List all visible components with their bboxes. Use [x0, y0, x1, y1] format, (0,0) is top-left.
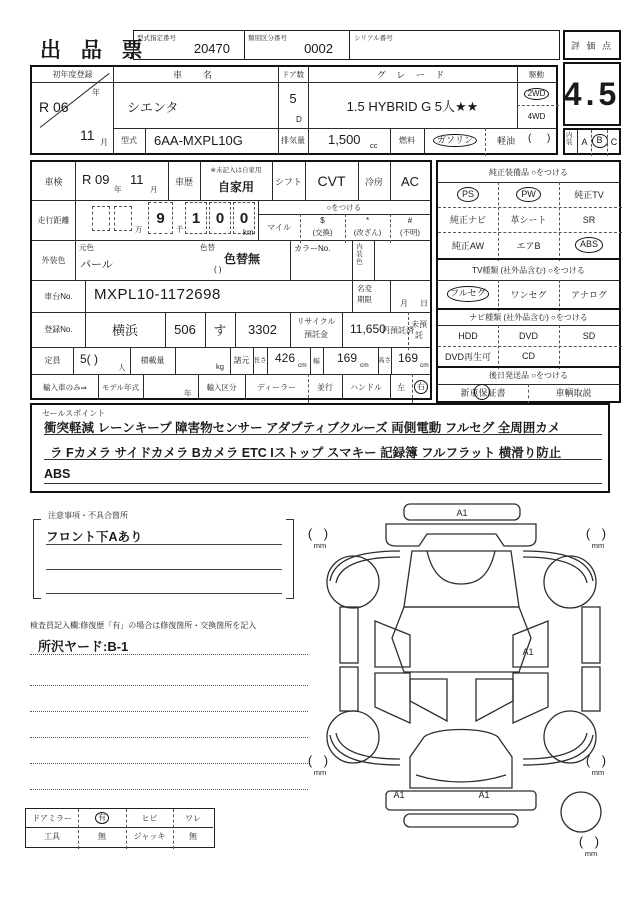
ship-warranty [438, 384, 528, 401]
recycle-label1: リサイクル [296, 317, 336, 326]
equip-aw: 純正AW [451, 240, 485, 251]
drive-header: 駆動 [529, 70, 544, 79]
interior-grade-c: C [610, 136, 618, 147]
navi-sd: SD [582, 330, 596, 341]
model-value: 6AA-MXPL10G [154, 133, 243, 148]
sales-points-box [30, 403, 610, 493]
acc-crack-hibi: ヒビ [141, 813, 158, 823]
left-rear-door [375, 673, 410, 723]
mm-bracket-right-bottom [579, 753, 617, 777]
acc-mirror-present-circled: 有 [95, 812, 109, 824]
grid-line [145, 128, 146, 153]
inspector-line [30, 775, 308, 790]
mileage-digit: 0 [233, 202, 255, 234]
first-reg-header: 初年度登録 [52, 70, 93, 79]
grid-line [75, 200, 76, 240]
grid-line [32, 280, 430, 281]
right-rear-door [513, 673, 548, 723]
name-change-month: 月 [400, 299, 408, 308]
recycle-paid: 円預託済 [382, 326, 414, 335]
car-name-value: シエンタ [127, 100, 179, 115]
tv-analog: アナログ [570, 289, 607, 300]
tv-type-title: TV種類 (社外品含む) ○をつける [472, 265, 585, 275]
mm-unit: mm [591, 541, 605, 550]
grid-line [342, 312, 343, 347]
orig-color-value: パール [80, 259, 113, 271]
grid-line [352, 280, 353, 312]
notes-bracket-left [33, 519, 41, 599]
reg-kana: す [213, 323, 227, 338]
shaken-year: R 09 [82, 172, 110, 187]
interior-grade-b-circled: B [592, 134, 608, 147]
class-code-box [245, 30, 350, 60]
grid-line [175, 347, 176, 374]
model-year-unit: 年 [184, 389, 192, 398]
tv-fullseg-circled: フルセグ [447, 286, 489, 301]
right-front-fender [523, 551, 593, 581]
class-code-value: 0002 [304, 41, 333, 56]
name-change-label2: 期限 [357, 295, 372, 304]
bracket-mark: ( ) [578, 834, 604, 849]
chassis-value: MXPL10-1172698 [94, 286, 221, 303]
color-no-label: カラーNo. [294, 244, 331, 253]
grid-line [424, 128, 425, 153]
equip-abs-circled: ABS [575, 237, 603, 252]
mileage-mile: マイル [267, 222, 291, 232]
acc-jack: ジャッキ [133, 832, 166, 841]
history-label: 車歴 [174, 176, 193, 187]
equip-airbag: エアB [516, 240, 541, 251]
recycle-label2: 預託金 [304, 330, 328, 339]
mm-unit: mm [313, 768, 327, 777]
displacement-unit: cc [370, 141, 378, 150]
acc-jack-none: 無 [189, 832, 197, 841]
fuel-label: 燃料 [399, 136, 415, 145]
eval-score-value: 4.5 [563, 62, 621, 126]
mm-bracket-left-top [301, 526, 339, 550]
rear-panel [386, 791, 536, 810]
bracket-mark: ( ) [307, 753, 333, 768]
drive-4wd: 4WD [527, 112, 546, 121]
import-dealer: ディーラー [256, 382, 297, 392]
navi-cd: CD [522, 351, 535, 361]
mileage-star-note: (改ざん) [353, 227, 382, 237]
import-only-label: 輸入車のみ⇒ [43, 382, 87, 392]
car-name-header: 車 名 [172, 70, 218, 80]
navi-blank [559, 346, 619, 366]
doors-header: ドア数 [281, 70, 305, 79]
left-front-door-sill [340, 607, 358, 663]
length-unit: cm [298, 362, 307, 369]
interior-grade-box [563, 128, 621, 155]
grid-line [143, 374, 144, 400]
capacity-value: 5( ) [80, 352, 98, 366]
damage-mark-a1-right: A1 [522, 647, 534, 657]
mm-unit: mm [313, 541, 327, 550]
grade-value: 1.5 HYBRID G 5人★★ [346, 98, 479, 114]
mm-bracket-right-top [579, 526, 617, 550]
dim-label: 諸元 [233, 356, 250, 365]
shaken-label: 車検 [44, 176, 63, 187]
inspector-label: 検査員記入欄:修復歴「有」の場合は修復箇所・交換箇所を記入 [30, 621, 257, 630]
front-panel [386, 524, 536, 546]
mileage-label: 走行距離 [37, 215, 70, 225]
inspector-line [30, 749, 308, 764]
shift-label: シフト [274, 176, 302, 187]
model-designation-value: 20470 [193, 41, 230, 56]
rear-bumper [404, 814, 518, 827]
grid-line [352, 240, 353, 280]
width-unit: cm [360, 362, 369, 369]
first-reg-month-unit: 月 [100, 138, 108, 147]
mileage-man-unit: 万 [135, 225, 143, 234]
hood [404, 551, 519, 607]
serial-box [350, 30, 560, 60]
model-designation-label: 型式指定番号 [137, 35, 176, 42]
equip-pw-circled: PW [516, 187, 541, 202]
load-label: 積載量 [140, 356, 165, 365]
grid-line [390, 280, 391, 312]
fuel-paren-open: ( [528, 133, 532, 144]
first-reg-year-unit: 年 [92, 88, 100, 97]
notes-line-2 [46, 552, 282, 570]
sales-line-1: 衝突軽減 レーンキープ 障害物センサー アダプティブクルーズ 両側電動 フルセグ 全周囲カメ [44, 418, 602, 435]
reg-class: 506 [174, 322, 196, 337]
doors-unit: D [296, 115, 302, 124]
doors-value: 5 [289, 90, 297, 106]
grid-line [290, 240, 291, 280]
handle-label: ハンドル [350, 382, 382, 392]
bracket-mark: ( ) [585, 526, 611, 541]
height-unit: cm [420, 362, 429, 369]
model-label: 型式 [121, 136, 137, 145]
ship-warranty-label: 新車保証書 [460, 388, 506, 398]
eval-score-header: 評 価 点 [563, 30, 621, 60]
mileage-digit: 1 [185, 202, 207, 234]
warranty-circle-mark [474, 384, 490, 400]
import-parallel: 並行 [317, 382, 333, 392]
mileage-km-unit: km [243, 228, 254, 237]
ext-color-label: 外装色 [41, 255, 66, 265]
notes-line-1: フロント下Aあり [46, 527, 282, 545]
equip-ps-circled: PS [457, 187, 479, 202]
model-year-label: モデル年式 [101, 382, 140, 392]
right-front-door-sill [582, 607, 600, 663]
right-rear-door-sill [582, 667, 600, 711]
acc-tools: 工具 [44, 832, 60, 841]
fuel-gasoline-circled: ガソリン [433, 134, 477, 147]
inspector-line [30, 640, 308, 655]
grid-line [391, 347, 392, 374]
capacity-label: 定員 [44, 356, 61, 365]
equip-navi: 純正ナビ [449, 215, 486, 225]
damage-mark-a1-rear-right: A1 [478, 790, 490, 800]
reg-area: 横浜 [111, 323, 138, 338]
grid-line [485, 128, 486, 156]
grid-line [75, 240, 76, 280]
interior-grade-a: A [581, 136, 588, 147]
grid-line [323, 347, 324, 374]
rear-glass-curve [416, 775, 506, 782]
left-rear-door-sill [340, 667, 358, 711]
grid-line [267, 347, 268, 374]
mileage-sen-unit: 千 [176, 225, 184, 234]
capacity-unit: 人 [118, 363, 126, 372]
int-color-label: 内装色 [355, 243, 362, 266]
history-value: 自家用 [217, 179, 254, 194]
name-change-label1: 名変 [357, 284, 372, 293]
width-value: 169 [337, 351, 358, 365]
damage-mark-a1-front: A1 [456, 508, 468, 518]
mm-bracket-left-bottom [301, 753, 339, 777]
shaken-year-unit: 年 [114, 185, 122, 194]
height-label: 高さ [378, 356, 391, 364]
rear-window-panel [410, 730, 512, 789]
first-reg-month: 11 [80, 127, 95, 143]
inspector-entry: 所沢ヤード:B-1 [38, 639, 129, 654]
navi-dvd: DVD [518, 330, 538, 341]
acc-tools-none: 無 [98, 832, 106, 841]
drive-2wd-circled: 2WD [524, 88, 550, 100]
sales-line-2: ラ Fカメラ サイドカメラ Bカメラ ETC Iストップ スマキー 記録簿 フルフラット 横滑り防止 [44, 443, 602, 460]
mileage-hash: # [407, 216, 413, 225]
acc-door-mirror: ドアミラー [32, 813, 72, 823]
notes-bracket-right [286, 519, 294, 599]
shift-value: CVT [317, 173, 346, 189]
grid-line [85, 280, 86, 312]
handle-left: 左 [397, 382, 405, 392]
mileage-star: * [365, 216, 370, 225]
reg-number: 3302 [248, 322, 277, 337]
spec-table [30, 65, 558, 155]
mileage-box-empty [92, 206, 110, 231]
notes-label: 注意事項・不具合箇所 [48, 511, 128, 520]
color-change-value: 色替無 [224, 252, 261, 266]
import-class-label: 輸入区分 [206, 382, 237, 392]
ship-manual: 車輌取説 [555, 388, 592, 398]
spare-tire [561, 792, 601, 832]
ac-label: 冷房 [364, 176, 383, 187]
left-front-fender [330, 551, 400, 581]
grid-line [75, 162, 76, 200]
fuel-diesel: 軽油 [496, 136, 515, 146]
grid-line [32, 240, 430, 241]
recycle-unpaid: 未預託 [411, 319, 427, 340]
damage-mark-a1-rear-left: A1 [393, 790, 405, 800]
load-unit: kg [216, 362, 224, 371]
grid-line [73, 347, 74, 374]
mm-bracket-spare [572, 834, 610, 858]
navi-hdd: HDD [458, 330, 478, 341]
mileage-box-empty [114, 206, 132, 231]
mileage-dollar: $ [320, 216, 325, 225]
ship-later-title: 後日発送品 ○をつける [488, 371, 569, 380]
bracket-mark: ( ) [307, 526, 333, 541]
roof [392, 607, 534, 672]
mileage-digit: 0 [209, 202, 231, 234]
chassis-label: 車台No. [44, 291, 73, 301]
mm-unit: mm [591, 768, 605, 777]
height-value: 169 [398, 351, 419, 365]
inspector-line [30, 697, 308, 712]
displacement-value: 1,500 [328, 132, 361, 147]
handle-right-circled: 右 [414, 380, 428, 394]
shaken-month-unit: 月 [150, 185, 158, 194]
model-designation-box [133, 30, 245, 60]
grade-header: グ レ ー ド [376, 70, 449, 80]
displacement-label: 排気量 [281, 136, 305, 145]
equipment-title: 純正装備品 ○をつける [488, 167, 569, 177]
serial-label: シリアル番号 [354, 35, 393, 42]
fuel-paren-close: ) [547, 133, 551, 144]
reg-no-label: 登録No. [44, 325, 73, 334]
mileage-thousand: 9 [148, 202, 173, 234]
left-front-door [375, 621, 410, 667]
mm-unit: mm [584, 849, 598, 858]
sales-line-3: ABS [44, 467, 602, 484]
history-note: ※未記入は自家用 [210, 166, 262, 174]
tv-oneseg: ワンセグ [510, 289, 547, 300]
orig-color-label: 元色 [79, 243, 94, 252]
mileage-hash-note: (不明) [400, 227, 420, 237]
acc-crack-ware: ワレ [185, 813, 201, 823]
windshield [427, 551, 495, 584]
left-quarter [410, 679, 447, 721]
color-change-label: 色替 [200, 243, 215, 252]
equipment-panel [436, 160, 621, 403]
sales-points-label: セールスポイント [42, 409, 106, 418]
notes-line-3 [46, 576, 282, 594]
right-quarter [476, 679, 513, 721]
right-front-door [513, 621, 548, 667]
navi-type-title: ナビ種類 (社外品含む) ○をつける [469, 312, 588, 322]
color-change-paren: ( ) [214, 265, 222, 274]
inspector-line [30, 671, 308, 686]
recycle-amount: 11,650 [350, 322, 386, 336]
inspector-line [30, 723, 308, 738]
length-value: 426 [275, 351, 296, 365]
navi-dvd-play: DVD再生可 [444, 351, 491, 362]
equip-leather: 革シート [510, 215, 547, 225]
interior-grade-label: 内装 [566, 132, 573, 147]
width-label: 幅 [313, 358, 320, 365]
class-code-label: 類別区分番号 [248, 35, 287, 42]
accessories-table [25, 808, 215, 848]
length-label: 長さ [253, 356, 267, 364]
name-change-day: 日 [420, 299, 428, 308]
ac-value: AC [400, 173, 420, 189]
page-title: 出 品 票 [40, 39, 150, 62]
detail-table [30, 160, 432, 400]
grid-line [374, 240, 375, 280]
first-reg-year: R 06 [39, 99, 69, 115]
mileage-dollar-note: (交換) [312, 227, 333, 237]
equip-sr: SR [582, 214, 596, 225]
bracket-mark: ( ) [585, 753, 611, 768]
mileage-circle-note: ○をつける [326, 202, 362, 212]
shaken-month: 11 [130, 172, 144, 187]
equip-tv: 純正TV [574, 190, 604, 200]
